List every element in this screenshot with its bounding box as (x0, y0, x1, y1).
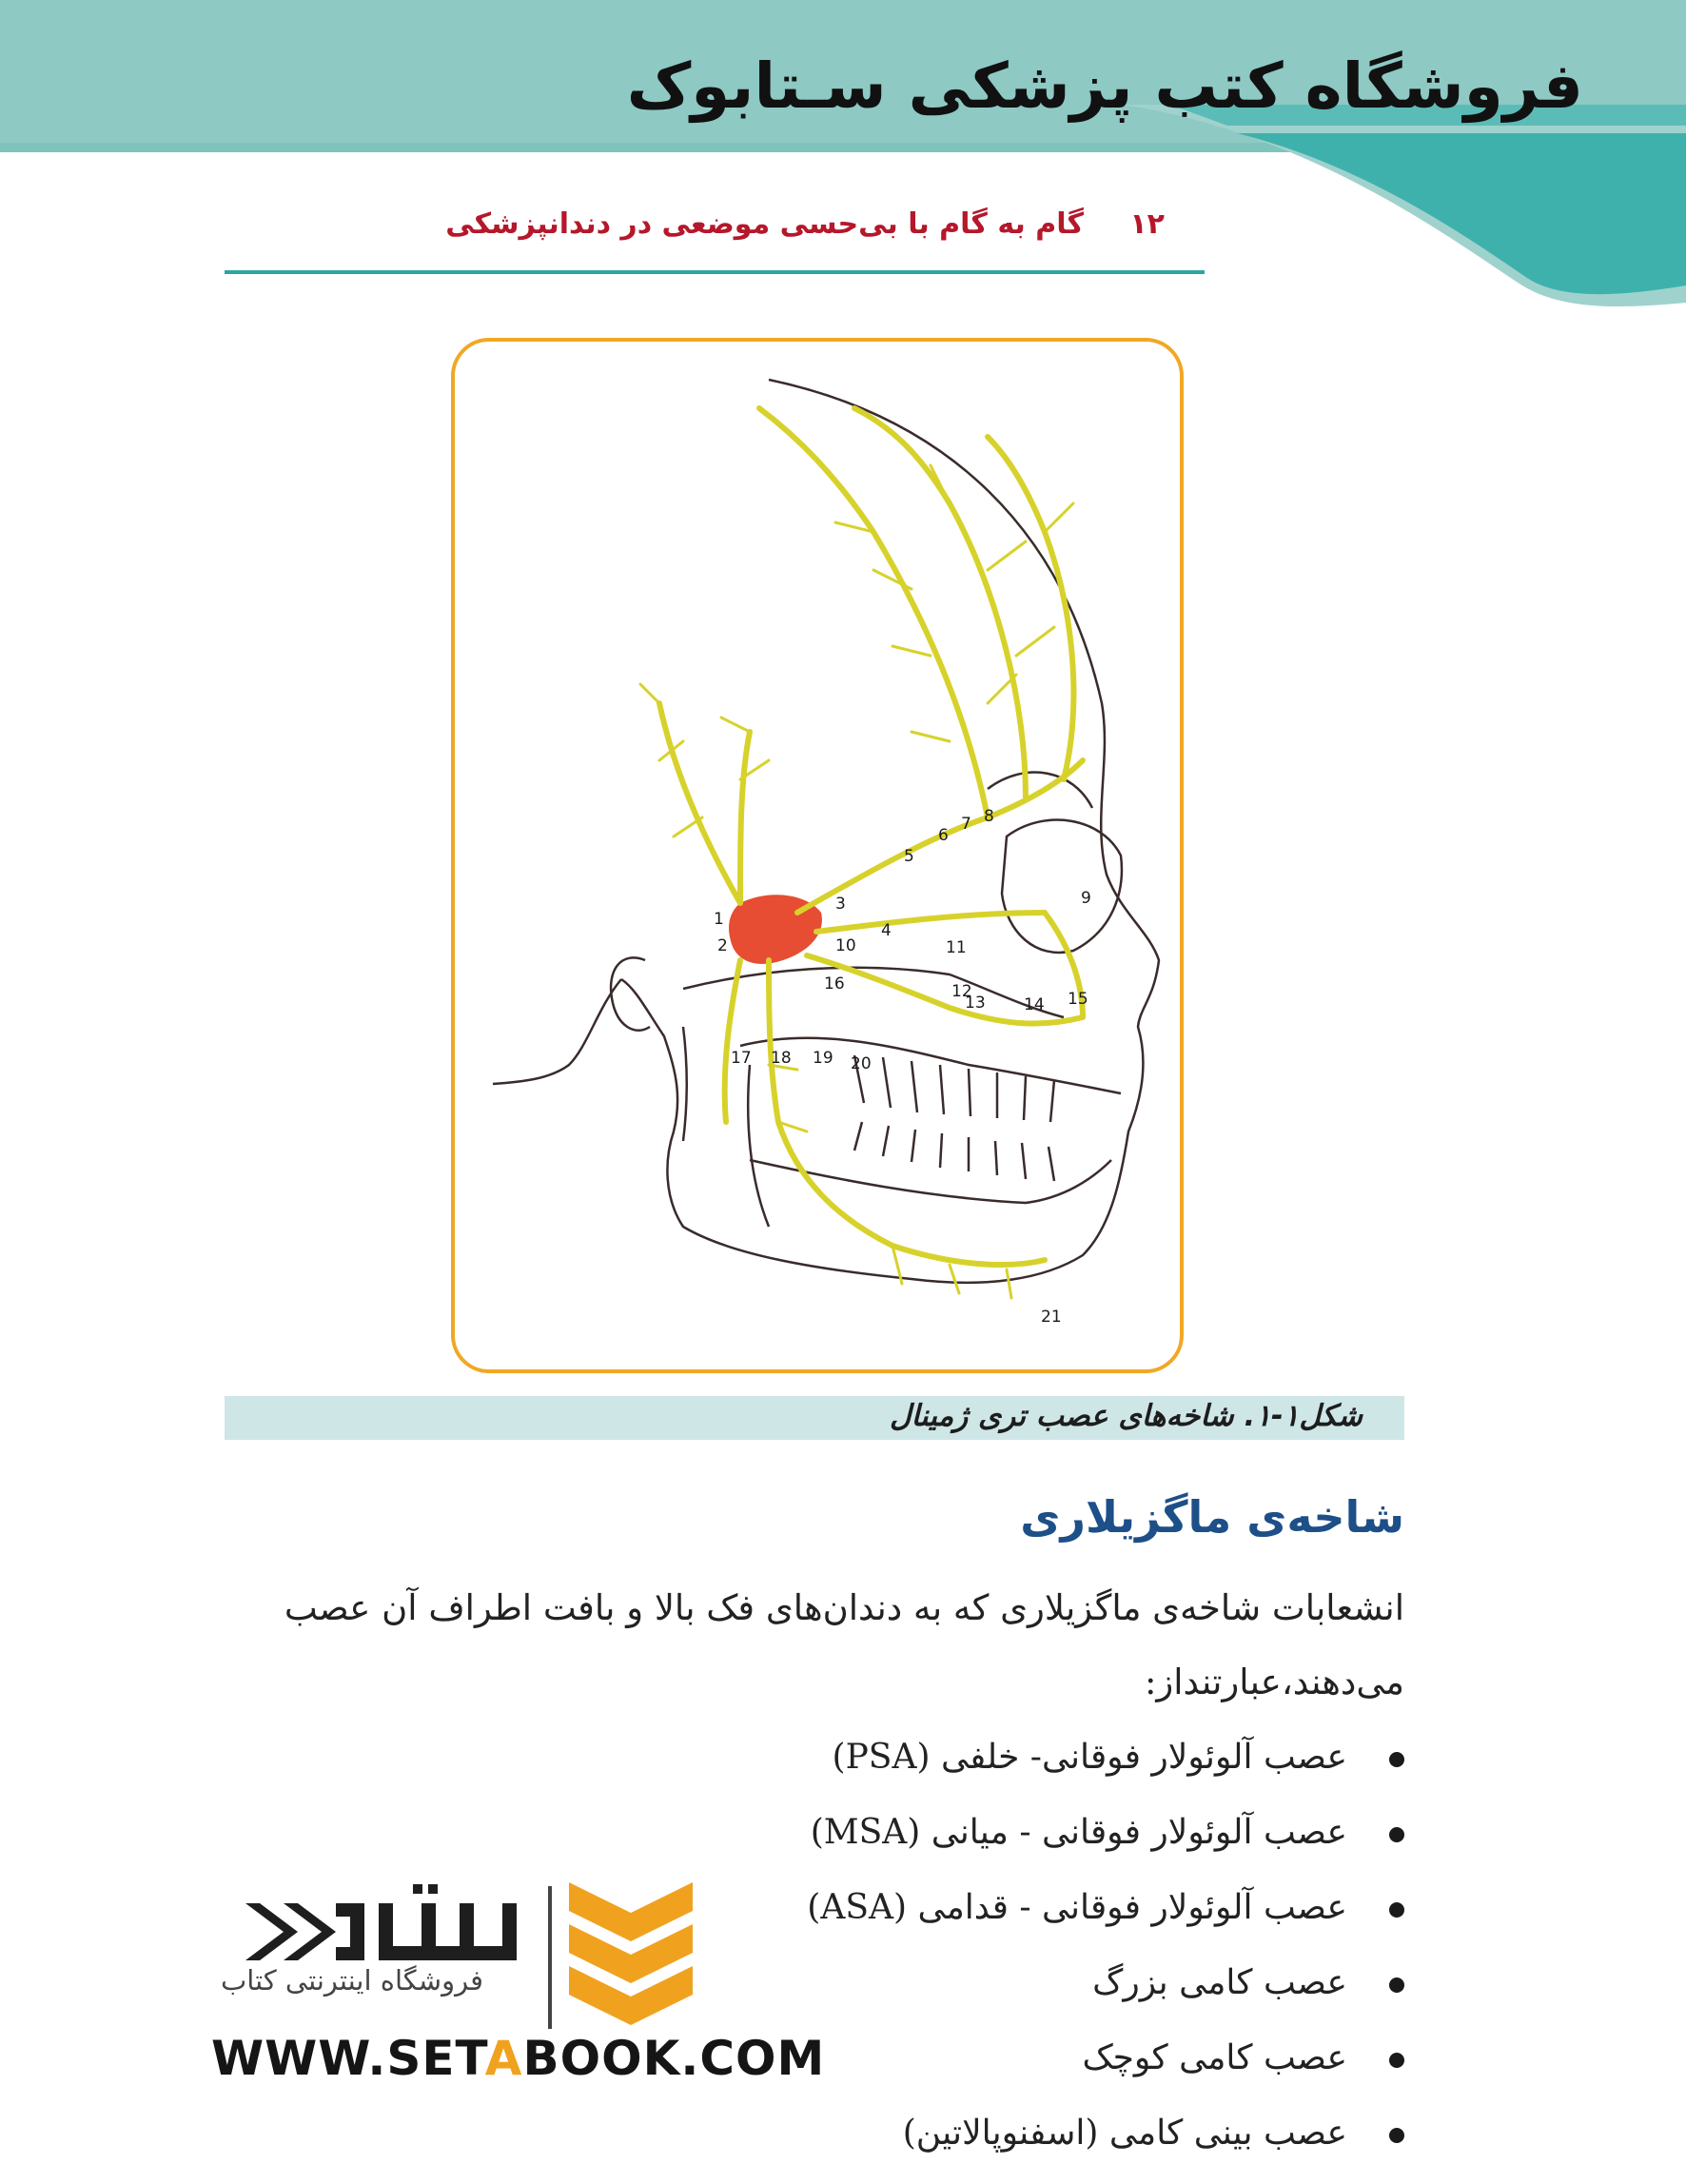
figure-label: 16 (824, 974, 845, 994)
list-item-text: عصب کامی بزرگ (1092, 1963, 1347, 2002)
figure-label: 8 (984, 807, 994, 826)
logo-tagline: فروشگاه اینترنتی کتاب (221, 1964, 483, 1997)
figure-label: 7 (961, 815, 971, 834)
bullet-icon (1389, 1827, 1404, 1842)
figure-label: 1 (714, 910, 724, 929)
list-item (1082, 2038, 1404, 2077)
list-item (807, 1888, 1404, 1927)
book-title: گام به گام با بی‌حسی موضعی در دندانپزشکی (445, 207, 1084, 241)
figure-label: 5 (904, 847, 914, 866)
list-item-text: عصب آلوئولار فوقانی- خلفی (PSA) (832, 1738, 1347, 1777)
figure-caption: شکل۱-۱. شاخه‌های عصب تری ژمینال (889, 1399, 1363, 1433)
figure-label: 18 (771, 1049, 792, 1068)
list-item (903, 2114, 1404, 2153)
figure-label: 14 (1024, 995, 1045, 1014)
page-number: ۱۲ (1129, 207, 1165, 241)
list-item-text: عصب کامی کوچک (1082, 2038, 1347, 2077)
figure-label: 12 (951, 982, 972, 1001)
figure-label: 13 (965, 994, 986, 1013)
intro-line-1: انشعابات شاخه‌ی ماگزیلاری که به دندان‌های فک بالا و بافت اطراف آن عصب (284, 1587, 1404, 1628)
figure-label: 2 (717, 936, 728, 955)
list-item (811, 1813, 1404, 1852)
header-rule (225, 270, 1205, 274)
list-item-text: عصب بینی کامی (اسفنوپالاتین) (902, 2114, 1347, 2153)
header-banner (0, 0, 1686, 314)
figure-label: 11 (946, 938, 967, 957)
logo-chevron-icon (569, 1882, 693, 2025)
logo-wordmark-icon (245, 1884, 517, 1960)
figure-label: 9 (1081, 889, 1091, 908)
bullet-icon (1389, 2053, 1404, 2068)
figure-label: 10 (835, 936, 856, 955)
figure-label: 21 (1041, 1308, 1062, 1327)
figure-label: 3 (835, 895, 846, 914)
list-item (1092, 1963, 1404, 2002)
bullet-icon (1389, 1752, 1404, 1767)
section-heading: شاخه‌ی ماگزیلاری (1020, 1491, 1404, 1543)
figure-frame (451, 338, 1184, 1373)
running-head (445, 207, 1165, 241)
list-item (833, 1738, 1404, 1777)
figure-label: 6 (938, 826, 949, 845)
figure-label: 17 (731, 1049, 752, 1068)
trigeminal-nerve-illustration (455, 342, 1180, 1369)
figure-label: 19 (813, 1049, 833, 1068)
bullet-icon (1389, 1977, 1404, 1993)
figure-label: 20 (851, 1054, 872, 1073)
bullet-icon (1389, 2128, 1404, 2143)
list-item-text: عصب آلوئولار فوقانی - میانی (MSA) (810, 1813, 1347, 1852)
store-url: WWW.SETABOOK.COM (211, 2031, 826, 2086)
bullet-icon (1389, 1902, 1404, 1918)
list-item-text: عصب آلوئولار فوقانی - قدامی (ASA) (807, 1888, 1347, 1927)
intro-line-2: می‌دهند،عبارتنداز: (1144, 1662, 1404, 1702)
figure-label: 4 (881, 921, 892, 940)
store-name: فروشگاه کتب پزشکی سـتابوک (626, 49, 1583, 123)
figure-label: 15 (1068, 990, 1088, 1009)
